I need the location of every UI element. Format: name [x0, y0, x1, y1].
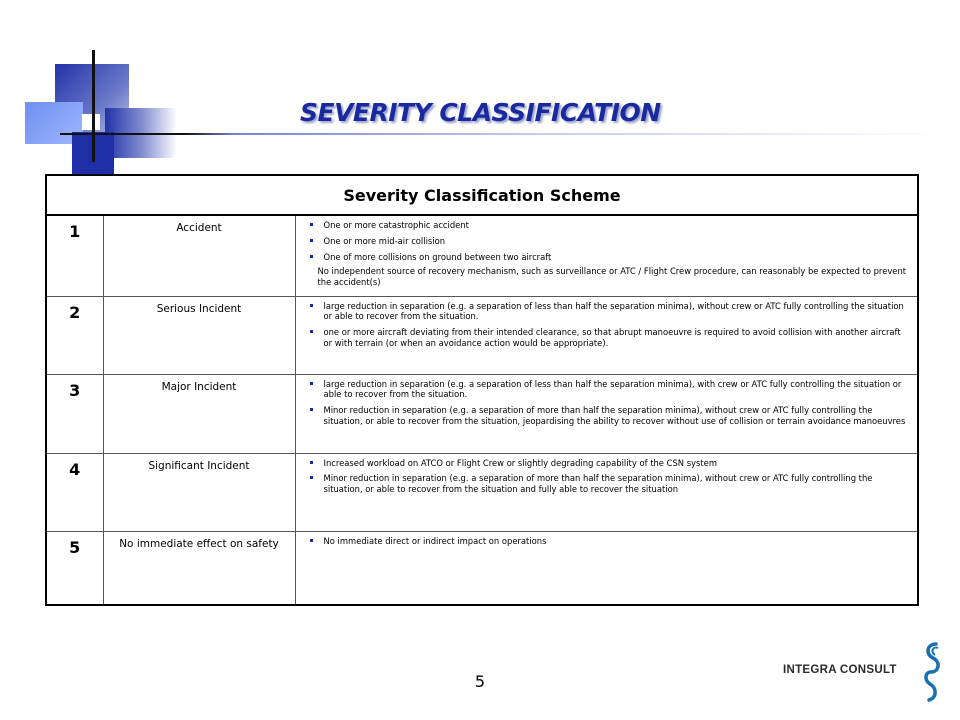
table-row	[46, 374, 918, 453]
list-item: Minor reduction in separation (e.g. a separation of more than half the separation minima), without crew or ATC fully controlling the situation, or able to recover from the situation, jeopardising the ability to recover without use of collision or terrain avoidance manoeuvres	[302, 405, 910, 427]
bullet-icon	[310, 255, 313, 258]
list-item: One or more mid-air collision	[302, 236, 910, 247]
bullet-icon	[310, 461, 313, 464]
list-item: One or more catastrophic accident	[302, 220, 910, 231]
bullet-icon	[310, 408, 313, 411]
bullet-icon	[310, 539, 313, 542]
table-row	[46, 531, 918, 605]
severity-category: No immediate effect on safety	[103, 531, 295, 605]
list-item: large reduction in separation (e.g. a separation of less than half the separation minima), without crew or ATC fully controlling the situation or able to recover from the situation.	[302, 301, 910, 323]
severity-description	[295, 296, 918, 374]
severity-number: 5	[46, 531, 103, 605]
severity-number: 2	[46, 296, 103, 374]
page-number: 5	[474, 672, 486, 691]
list-item: large reduction in separation (e.g. a separation of less than half the separation minima), with crew or ATC fully controlling the situation or able to recover from the situation.	[302, 379, 910, 401]
severity-table	[45, 174, 919, 606]
logo-text: INTEGRA CONSULT	[783, 664, 897, 676]
bullet-icon	[310, 223, 313, 226]
severity-description	[295, 215, 918, 296]
bullet-icon	[310, 304, 313, 307]
severity-number: 4	[46, 453, 103, 531]
bullet-icon	[310, 382, 313, 385]
list-item: Increased workload on ATCO or Flight Crew or slightly degrading capability of the CSN system	[302, 458, 910, 469]
company-logo	[783, 640, 943, 704]
slide-title: SEVERITY CLASSIFICATION	[300, 98, 661, 127]
bullet-icon	[310, 330, 313, 333]
table-row	[46, 296, 918, 374]
severity-category: Accident	[103, 215, 295, 296]
list-item: One of more collisions on ground between two aircraft	[302, 252, 910, 263]
decorative-square	[82, 114, 100, 130]
bullet-icon	[310, 476, 313, 479]
severity-category: Serious Incident	[103, 296, 295, 374]
list-item: No immediate direct or indirect impact on operations	[302, 536, 910, 547]
decorative-line	[92, 50, 95, 162]
severity-number: 3	[46, 374, 103, 453]
severity-description	[295, 453, 918, 531]
list-item: one or more aircraft deviating from their intended clearance, so that abrupt manoeuvre is required to avoid collision with another aircraft or with terrain (or when an avoidance action would be appropriate).	[302, 327, 910, 349]
title-underline	[60, 133, 940, 135]
table-row	[46, 453, 918, 531]
table-heading: Severity Classification Scheme	[46, 175, 918, 215]
severity-description	[295, 374, 918, 453]
table-row	[46, 215, 918, 296]
severity-note: No independent source of recovery mechanism, such as surveillance or ATC / Flight Crew procedure, can reasonably be expected to prevent the accident(s)	[317, 265, 907, 287]
severity-category: Significant Incident	[103, 453, 295, 531]
severity-category: Major Incident	[103, 374, 295, 453]
severity-description	[295, 531, 918, 605]
bullet-icon	[310, 239, 313, 242]
list-item: Minor reduction in separation (e.g. a separation of more than half the separation minima), without crew or ATC fully controlling the situation, or able to recover from the situation and fully able to recover the situation	[302, 473, 910, 495]
logo-icon	[921, 640, 943, 704]
severity-number: 1	[46, 215, 103, 296]
